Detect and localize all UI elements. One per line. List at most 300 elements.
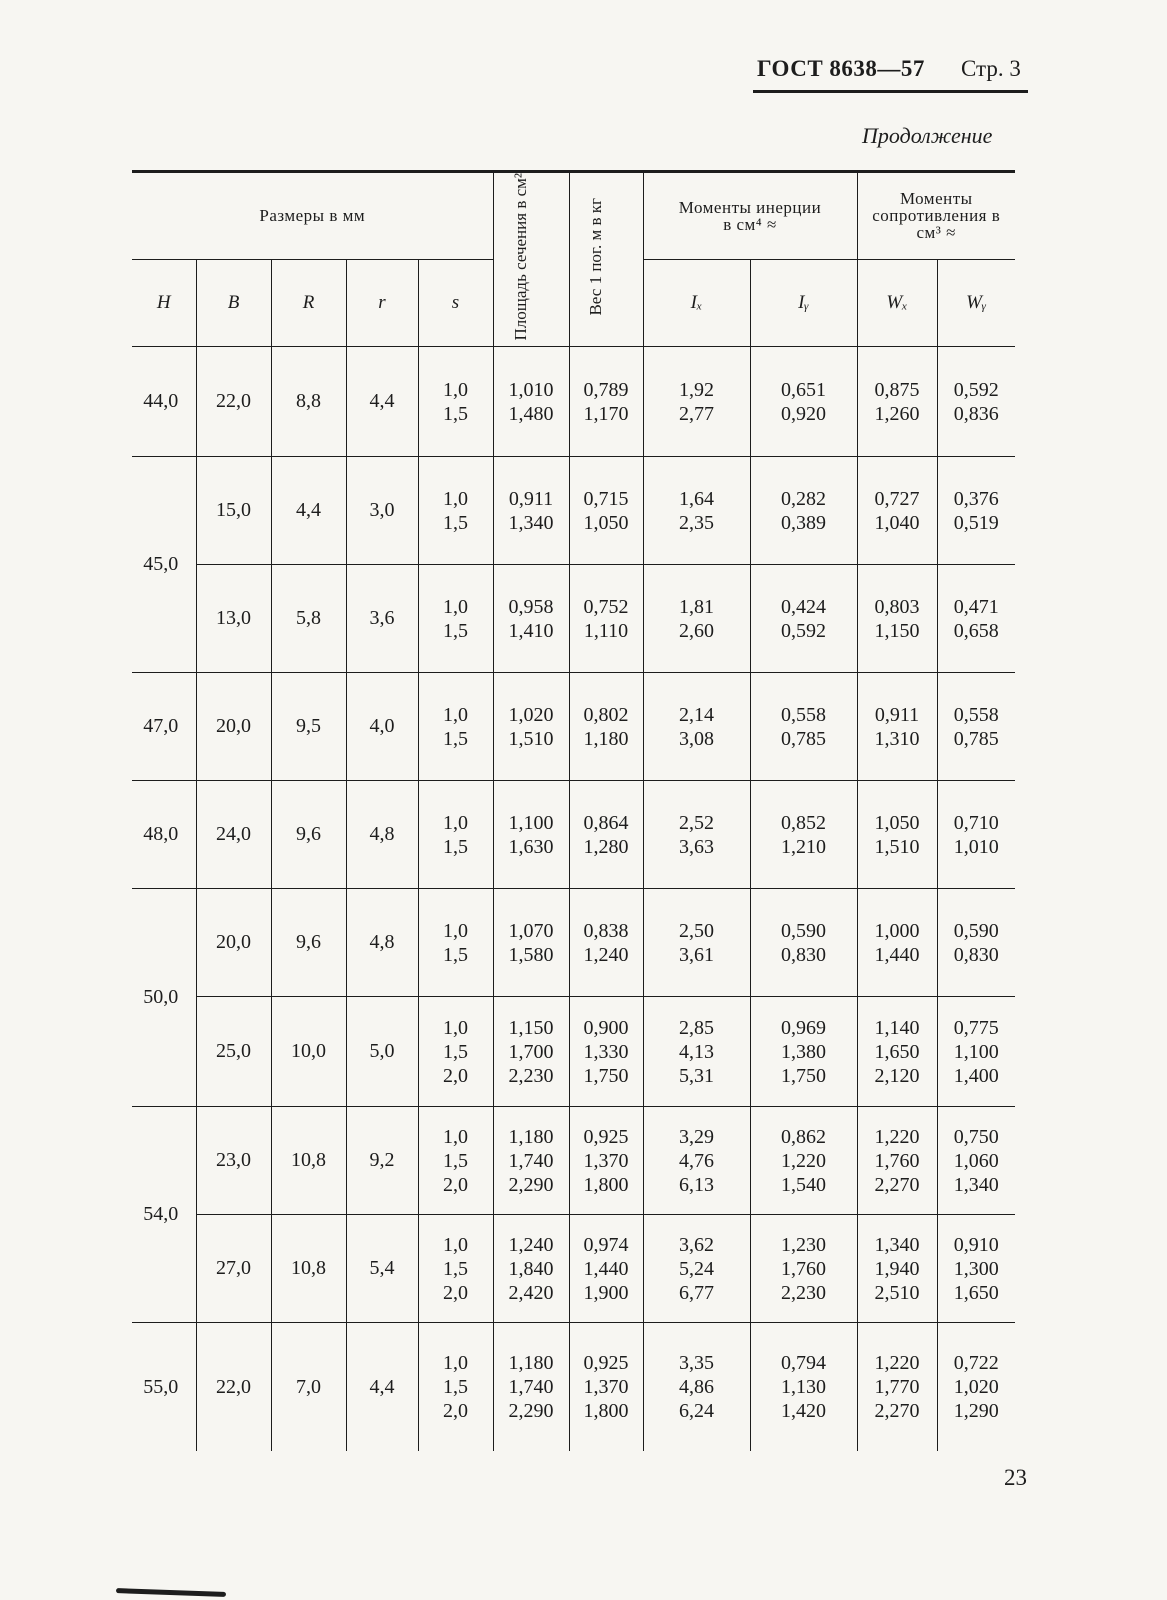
cell-Wy bbox=[937, 347, 1015, 457]
cell-B: 13,0 bbox=[196, 565, 271, 673]
cell-R: 8,8 bbox=[271, 347, 346, 457]
cell-value: 0,722 bbox=[953, 1352, 999, 1375]
cell-value: 2,0 bbox=[443, 1064, 468, 1087]
cell-value: 1,240 bbox=[583, 943, 629, 966]
cell-value: 1,0 bbox=[443, 919, 468, 942]
cell-value: 1,5 bbox=[443, 1376, 468, 1399]
cell-value: 3,62 bbox=[679, 1233, 714, 1256]
cell-value: 0,376 bbox=[953, 487, 999, 510]
cell-value: 0,920 bbox=[781, 402, 826, 425]
cell-Ix bbox=[643, 347, 750, 457]
cell-value: 0,752 bbox=[583, 595, 629, 618]
cell-s bbox=[418, 889, 493, 997]
cell-value: 1,310 bbox=[874, 727, 920, 750]
cell-Wy bbox=[937, 565, 1015, 673]
page-number: 23 bbox=[1004, 1465, 1027, 1490]
cell-area bbox=[493, 1107, 569, 1215]
cell-value: 0,925 bbox=[583, 1352, 629, 1375]
cell-Iy bbox=[750, 781, 857, 889]
cell-value: 1,150 bbox=[874, 619, 920, 642]
cell-value: 1,290 bbox=[953, 1400, 999, 1423]
cell-r: 4,4 bbox=[346, 1323, 418, 1451]
cell-value: 1,5 bbox=[443, 619, 468, 642]
cell-value: 1,64 bbox=[679, 487, 714, 510]
cell-value: 3,63 bbox=[679, 835, 714, 858]
cell-s bbox=[418, 1323, 493, 1451]
cell-B: 22,0 bbox=[196, 347, 271, 457]
cell-value: 0,558 bbox=[953, 703, 999, 726]
cell-R: 7,0 bbox=[271, 1323, 346, 1451]
cell-area bbox=[493, 347, 569, 457]
cell-R: 10,8 bbox=[271, 1215, 346, 1323]
cell-value: 1,760 bbox=[874, 1149, 920, 1172]
cell-value: 0,785 bbox=[953, 727, 999, 750]
cell-H: 45,0 bbox=[132, 457, 196, 673]
cell-H: 55,0 bbox=[132, 1323, 196, 1451]
cell-Wy bbox=[937, 457, 1015, 565]
cell-value: 1,220 bbox=[874, 1352, 920, 1375]
cell-B: 20,0 bbox=[196, 673, 271, 781]
cell-Wx bbox=[857, 1107, 937, 1215]
cell-Wx bbox=[857, 347, 937, 457]
cell-weight bbox=[569, 1215, 643, 1323]
cell-value: 1,370 bbox=[583, 1149, 629, 1172]
cell-value: 1,100 bbox=[508, 811, 554, 834]
cell-R: 9,6 bbox=[271, 889, 346, 997]
inertia-group-text: Моменты инерции в см⁴ ≈ bbox=[678, 197, 822, 234]
table-row bbox=[132, 781, 1015, 889]
cell-r: 5,0 bbox=[346, 997, 418, 1107]
cell-value: 6,24 bbox=[679, 1400, 714, 1423]
cell-Ix bbox=[643, 997, 750, 1107]
cell-r: 4,8 bbox=[346, 889, 418, 997]
cell-value: 1,0 bbox=[443, 1352, 468, 1375]
table-body bbox=[132, 347, 1015, 1451]
col-Iy: Iᵧ bbox=[750, 259, 857, 347]
cell-value: 5,31 bbox=[679, 1064, 714, 1087]
table-row bbox=[132, 1107, 1015, 1215]
cell-value: 1,340 bbox=[953, 1173, 999, 1196]
cell-value: 0,803 bbox=[874, 595, 920, 618]
cell-value: 1,130 bbox=[781, 1376, 826, 1399]
cell-value: 0,862 bbox=[781, 1125, 826, 1148]
cell-area bbox=[493, 997, 569, 1107]
cell-value: 3,29 bbox=[679, 1125, 714, 1148]
cell-value: 1,760 bbox=[781, 1257, 826, 1280]
cell-s bbox=[418, 347, 493, 457]
cell-s bbox=[418, 781, 493, 889]
cell-value: 1,050 bbox=[583, 511, 629, 534]
cell-Ix bbox=[643, 1215, 750, 1323]
cell-value: 1,150 bbox=[508, 1016, 554, 1039]
area-header-text: Площадь сечения в см² bbox=[511, 173, 530, 341]
cell-value: 1,110 bbox=[583, 619, 629, 642]
col-Wx: Wₓ bbox=[857, 259, 937, 347]
cell-Ix bbox=[643, 1107, 750, 1215]
cell-value: 1,300 bbox=[953, 1257, 999, 1280]
resistance-group-header bbox=[857, 172, 1015, 260]
cell-value: 1,440 bbox=[874, 943, 920, 966]
cell-Ix bbox=[643, 781, 750, 889]
cell-weight bbox=[569, 565, 643, 673]
cell-area bbox=[493, 781, 569, 889]
cell-value: 1,170 bbox=[583, 402, 629, 425]
cell-value: 4,13 bbox=[679, 1040, 714, 1063]
cell-value: 2,0 bbox=[443, 1173, 468, 1196]
cell-value: 1,220 bbox=[874, 1125, 920, 1148]
cell-s bbox=[418, 457, 493, 565]
cell-Wx bbox=[857, 457, 937, 565]
cell-r: 3,6 bbox=[346, 565, 418, 673]
cell-r: 4,4 bbox=[346, 347, 418, 457]
cell-B: 24,0 bbox=[196, 781, 271, 889]
cell-value: 1,420 bbox=[781, 1400, 826, 1423]
cell-value: 1,540 bbox=[781, 1173, 826, 1196]
cell-Wy bbox=[937, 889, 1015, 997]
cell-weight bbox=[569, 889, 643, 997]
cell-H: 44,0 bbox=[132, 347, 196, 457]
cell-value: 1,410 bbox=[508, 619, 554, 642]
cell-Wy bbox=[937, 1215, 1015, 1323]
cell-value: 2,35 bbox=[679, 511, 714, 534]
cell-weight bbox=[569, 347, 643, 457]
cell-value: 0,875 bbox=[874, 378, 920, 401]
table-row bbox=[132, 347, 1015, 457]
scan-mark bbox=[116, 1588, 226, 1597]
cell-value: 2,52 bbox=[679, 811, 714, 834]
cell-Wy bbox=[937, 781, 1015, 889]
cell-value: 0,750 bbox=[953, 1125, 999, 1148]
cell-Iy bbox=[750, 889, 857, 997]
cell-value: 0,830 bbox=[781, 943, 826, 966]
cell-value: 1,900 bbox=[583, 1281, 629, 1304]
cell-value: 2,290 bbox=[508, 1400, 554, 1423]
cell-H: 54,0 bbox=[132, 1107, 196, 1323]
col-H: H bbox=[132, 259, 196, 347]
cell-value: 1,0 bbox=[443, 595, 468, 618]
cell-value: 1,0 bbox=[443, 1125, 468, 1148]
cell-value: 0,519 bbox=[953, 511, 999, 534]
cell-value: 1,400 bbox=[953, 1064, 999, 1087]
cell-Ix bbox=[643, 889, 750, 997]
cell-value: 1,480 bbox=[508, 402, 554, 425]
continuation-label: Продолжение bbox=[862, 123, 993, 148]
col-Wy: Wᵧ bbox=[937, 259, 1015, 347]
cell-B: 23,0 bbox=[196, 1107, 271, 1215]
cell-value: 0,794 bbox=[781, 1352, 826, 1375]
cell-value: 1,180 bbox=[508, 1352, 554, 1375]
cell-value: 2,420 bbox=[508, 1281, 554, 1304]
cell-value: 1,5 bbox=[443, 511, 468, 534]
cell-value: 0,836 bbox=[953, 402, 999, 425]
weight-column-header bbox=[569, 172, 643, 347]
cell-value: 6,13 bbox=[679, 1173, 714, 1196]
cell-value: 5,24 bbox=[679, 1257, 714, 1280]
cell-value: 2,230 bbox=[781, 1281, 826, 1304]
cell-value: 1,5 bbox=[443, 727, 468, 750]
cell-value: 0,775 bbox=[953, 1016, 999, 1039]
cell-area bbox=[493, 457, 569, 565]
cell-value: 1,740 bbox=[508, 1376, 554, 1399]
table-row bbox=[132, 565, 1015, 673]
table-row bbox=[132, 1323, 1015, 1451]
cell-weight bbox=[569, 1107, 643, 1215]
cell-Iy bbox=[750, 673, 857, 781]
cell-r: 3,0 bbox=[346, 457, 418, 565]
cell-Iy bbox=[750, 1215, 857, 1323]
cell-value: 1,010 bbox=[953, 835, 999, 858]
cell-value: 1,0 bbox=[443, 703, 468, 726]
cell-value: 1,770 bbox=[874, 1376, 920, 1399]
cell-value: 0,471 bbox=[953, 595, 999, 618]
cell-value: 0,925 bbox=[583, 1125, 629, 1148]
cell-Ix bbox=[643, 673, 750, 781]
cell-value: 1,740 bbox=[508, 1149, 554, 1172]
cell-B: 27,0 bbox=[196, 1215, 271, 1323]
cell-area bbox=[493, 565, 569, 673]
cell-value: 0,910 bbox=[953, 1233, 999, 1256]
cell-value: 2,270 bbox=[874, 1400, 920, 1423]
cell-Wy bbox=[937, 997, 1015, 1107]
cell-s bbox=[418, 997, 493, 1107]
cell-value: 0,974 bbox=[583, 1233, 629, 1256]
area-column-header bbox=[493, 172, 569, 347]
cell-value: 1,340 bbox=[874, 1233, 920, 1256]
cell-value: 4,86 bbox=[679, 1376, 714, 1399]
cell-Iy bbox=[750, 1323, 857, 1451]
cell-value: 1,010 bbox=[508, 378, 554, 401]
cell-value: 1,0 bbox=[443, 1016, 468, 1039]
cell-value: 2,270 bbox=[874, 1173, 920, 1196]
cell-value: 0,727 bbox=[874, 487, 920, 510]
col-r: r bbox=[346, 259, 418, 347]
cell-value: 0,830 bbox=[953, 943, 999, 966]
table-row bbox=[132, 889, 1015, 997]
cell-R: 10,8 bbox=[271, 1107, 346, 1215]
cell-value: 2,510 bbox=[874, 1281, 920, 1304]
cell-weight bbox=[569, 781, 643, 889]
cell-value: 2,230 bbox=[508, 1064, 554, 1087]
cell-value: 2,50 bbox=[679, 919, 714, 942]
cell-weight bbox=[569, 673, 643, 781]
cell-r: 4,0 bbox=[346, 673, 418, 781]
cell-R: 4,4 bbox=[271, 457, 346, 565]
cell-R: 9,5 bbox=[271, 673, 346, 781]
cell-value: 1,070 bbox=[508, 919, 554, 942]
cell-value: 0,658 bbox=[953, 619, 999, 642]
profile-dimensions-table bbox=[132, 170, 1015, 1451]
cell-r: 9,2 bbox=[346, 1107, 418, 1215]
cell-value: 1,370 bbox=[583, 1376, 629, 1399]
cell-value: 1,140 bbox=[874, 1016, 920, 1039]
cell-value: 1,0 bbox=[443, 378, 468, 401]
cell-value: 2,0 bbox=[443, 1400, 468, 1423]
cell-value: 1,220 bbox=[781, 1149, 826, 1172]
cell-R: 5,8 bbox=[271, 565, 346, 673]
cell-value: 1,330 bbox=[583, 1040, 629, 1063]
cell-value: 1,0 bbox=[443, 811, 468, 834]
cell-value: 1,650 bbox=[874, 1040, 920, 1063]
cell-value: 2,14 bbox=[679, 703, 714, 726]
cell-value: 1,700 bbox=[508, 1040, 554, 1063]
cell-Wx bbox=[857, 673, 937, 781]
cell-Iy bbox=[750, 457, 857, 565]
standard-number: ГОСТ 8638—57 bbox=[757, 56, 925, 81]
cell-value: 1,0 bbox=[443, 1233, 468, 1256]
cell-area bbox=[493, 889, 569, 997]
cell-value: 4,76 bbox=[679, 1149, 714, 1172]
table-row bbox=[132, 997, 1015, 1107]
cell-value: 1,050 bbox=[874, 811, 920, 834]
cell-value: 3,35 bbox=[679, 1352, 714, 1375]
cell-Ix bbox=[643, 457, 750, 565]
cell-value: 0,911 bbox=[508, 487, 554, 510]
cell-Wx bbox=[857, 781, 937, 889]
cell-R: 10,0 bbox=[271, 997, 346, 1107]
cell-value: 1,5 bbox=[443, 402, 468, 425]
cell-value: 0,651 bbox=[781, 378, 826, 401]
cell-weight bbox=[569, 1323, 643, 1451]
cell-value: 2,0 bbox=[443, 1281, 468, 1304]
page-header bbox=[753, 52, 1028, 93]
cell-value: 0,789 bbox=[583, 378, 629, 401]
cell-value: 1,800 bbox=[583, 1400, 629, 1423]
cell-value: 1,440 bbox=[583, 1257, 629, 1280]
cell-value: 0,592 bbox=[953, 378, 999, 401]
cell-value: 1,180 bbox=[583, 727, 629, 750]
cell-s bbox=[418, 1215, 493, 1323]
cell-Wx bbox=[857, 1323, 937, 1451]
cell-Iy bbox=[750, 347, 857, 457]
cell-Wy bbox=[937, 1107, 1015, 1215]
cell-r: 5,4 bbox=[346, 1215, 418, 1323]
cell-value: 1,580 bbox=[508, 943, 554, 966]
col-B: B bbox=[196, 259, 271, 347]
cell-value: 0,900 bbox=[583, 1016, 629, 1039]
cell-value: 0,785 bbox=[781, 727, 826, 750]
cell-s bbox=[418, 673, 493, 781]
cell-value: 1,5 bbox=[443, 943, 468, 966]
cell-H: 50,0 bbox=[132, 889, 196, 1107]
cell-s bbox=[418, 565, 493, 673]
cell-Wy bbox=[937, 673, 1015, 781]
cell-R: 9,6 bbox=[271, 781, 346, 889]
cell-value: 2,85 bbox=[679, 1016, 714, 1039]
cell-B: 22,0 bbox=[196, 1323, 271, 1451]
cell-value: 2,120 bbox=[874, 1064, 920, 1087]
cell-value: 1,060 bbox=[953, 1149, 999, 1172]
cell-value: 1,180 bbox=[508, 1125, 554, 1148]
cell-value: 0,802 bbox=[583, 703, 629, 726]
cell-r: 4,8 bbox=[346, 781, 418, 889]
cell-value: 6,77 bbox=[679, 1281, 714, 1304]
cell-value: 1,5 bbox=[443, 1149, 468, 1172]
cell-value: 1,5 bbox=[443, 1257, 468, 1280]
cell-B: 15,0 bbox=[196, 457, 271, 565]
cell-value: 1,340 bbox=[508, 511, 554, 534]
cell-value: 0,710 bbox=[953, 811, 999, 834]
cell-value: 1,020 bbox=[508, 703, 554, 726]
cell-Iy bbox=[750, 997, 857, 1107]
cell-s bbox=[418, 1107, 493, 1215]
cell-value: 1,230 bbox=[781, 1233, 826, 1256]
cell-Iy bbox=[750, 565, 857, 673]
cell-value: 2,77 bbox=[679, 402, 714, 425]
cell-value: 0,590 bbox=[781, 919, 826, 942]
cell-value: 0,715 bbox=[583, 487, 629, 510]
cell-value: 1,630 bbox=[508, 835, 554, 858]
table-row bbox=[132, 1215, 1015, 1323]
cell-Wx bbox=[857, 997, 937, 1107]
col-R: R bbox=[271, 259, 346, 347]
cell-value: 1,510 bbox=[874, 835, 920, 858]
cell-value: 1,380 bbox=[781, 1040, 826, 1063]
cell-weight bbox=[569, 457, 643, 565]
cell-value: 0,558 bbox=[781, 703, 826, 726]
cell-value: 3,61 bbox=[679, 943, 714, 966]
col-Ix: Iₓ bbox=[643, 259, 750, 347]
resistance-group-text: Моменты сопротивления в см³ ≈ bbox=[872, 189, 1001, 243]
cell-value: 2,290 bbox=[508, 1173, 554, 1196]
cell-area bbox=[493, 1323, 569, 1451]
cell-value: 0,424 bbox=[781, 595, 826, 618]
cell-value: 1,840 bbox=[508, 1257, 554, 1280]
dimensions-group-header: Размеры в мм bbox=[132, 172, 493, 260]
cell-value: 1,210 bbox=[781, 835, 826, 858]
cell-area bbox=[493, 673, 569, 781]
cell-value: 1,81 bbox=[679, 595, 714, 618]
cell-value: 2,60 bbox=[679, 619, 714, 642]
cell-Iy bbox=[750, 1107, 857, 1215]
cell-value: 1,650 bbox=[953, 1281, 999, 1304]
cell-value: 0,592 bbox=[781, 619, 826, 642]
cell-value: 0,282 bbox=[781, 487, 826, 510]
cell-value: 0,852 bbox=[781, 811, 826, 834]
cell-H: 48,0 bbox=[132, 781, 196, 889]
cell-value: 0,389 bbox=[781, 511, 826, 534]
cell-value: 1,020 bbox=[953, 1376, 999, 1399]
cell-Wx bbox=[857, 1215, 937, 1323]
cell-value: 1,260 bbox=[874, 402, 920, 425]
cell-Wy bbox=[937, 1323, 1015, 1451]
cell-value: 0,911 bbox=[874, 703, 920, 726]
cell-value: 1,240 bbox=[508, 1233, 554, 1256]
cell-Ix bbox=[643, 565, 750, 673]
cell-value: 1,100 bbox=[953, 1040, 999, 1063]
table-row bbox=[132, 457, 1015, 565]
cell-value: 0,958 bbox=[508, 595, 554, 618]
cell-area bbox=[493, 1215, 569, 1323]
cell-value: 1,0 bbox=[443, 487, 468, 510]
cell-Wx bbox=[857, 889, 937, 997]
cell-value: 1,000 bbox=[874, 919, 920, 942]
cell-value: 1,92 bbox=[679, 378, 714, 401]
page-label: Стр. 3 bbox=[961, 56, 1021, 81]
cell-value: 0,969 bbox=[781, 1016, 826, 1039]
cell-value: 0,838 bbox=[583, 919, 629, 942]
cell-value: 1,800 bbox=[583, 1173, 629, 1196]
col-s: s bbox=[418, 259, 493, 347]
cell-value: 3,08 bbox=[679, 727, 714, 750]
weight-header-text: Вес 1 пог. м в кг bbox=[586, 197, 605, 316]
cell-H: 47,0 bbox=[132, 673, 196, 781]
cell-B: 20,0 bbox=[196, 889, 271, 997]
cell-value: 1,750 bbox=[781, 1064, 826, 1087]
cell-value: 1,940 bbox=[874, 1257, 920, 1280]
cell-value: 1,040 bbox=[874, 511, 920, 534]
cell-weight bbox=[569, 997, 643, 1107]
cell-value: 0,590 bbox=[953, 919, 999, 942]
